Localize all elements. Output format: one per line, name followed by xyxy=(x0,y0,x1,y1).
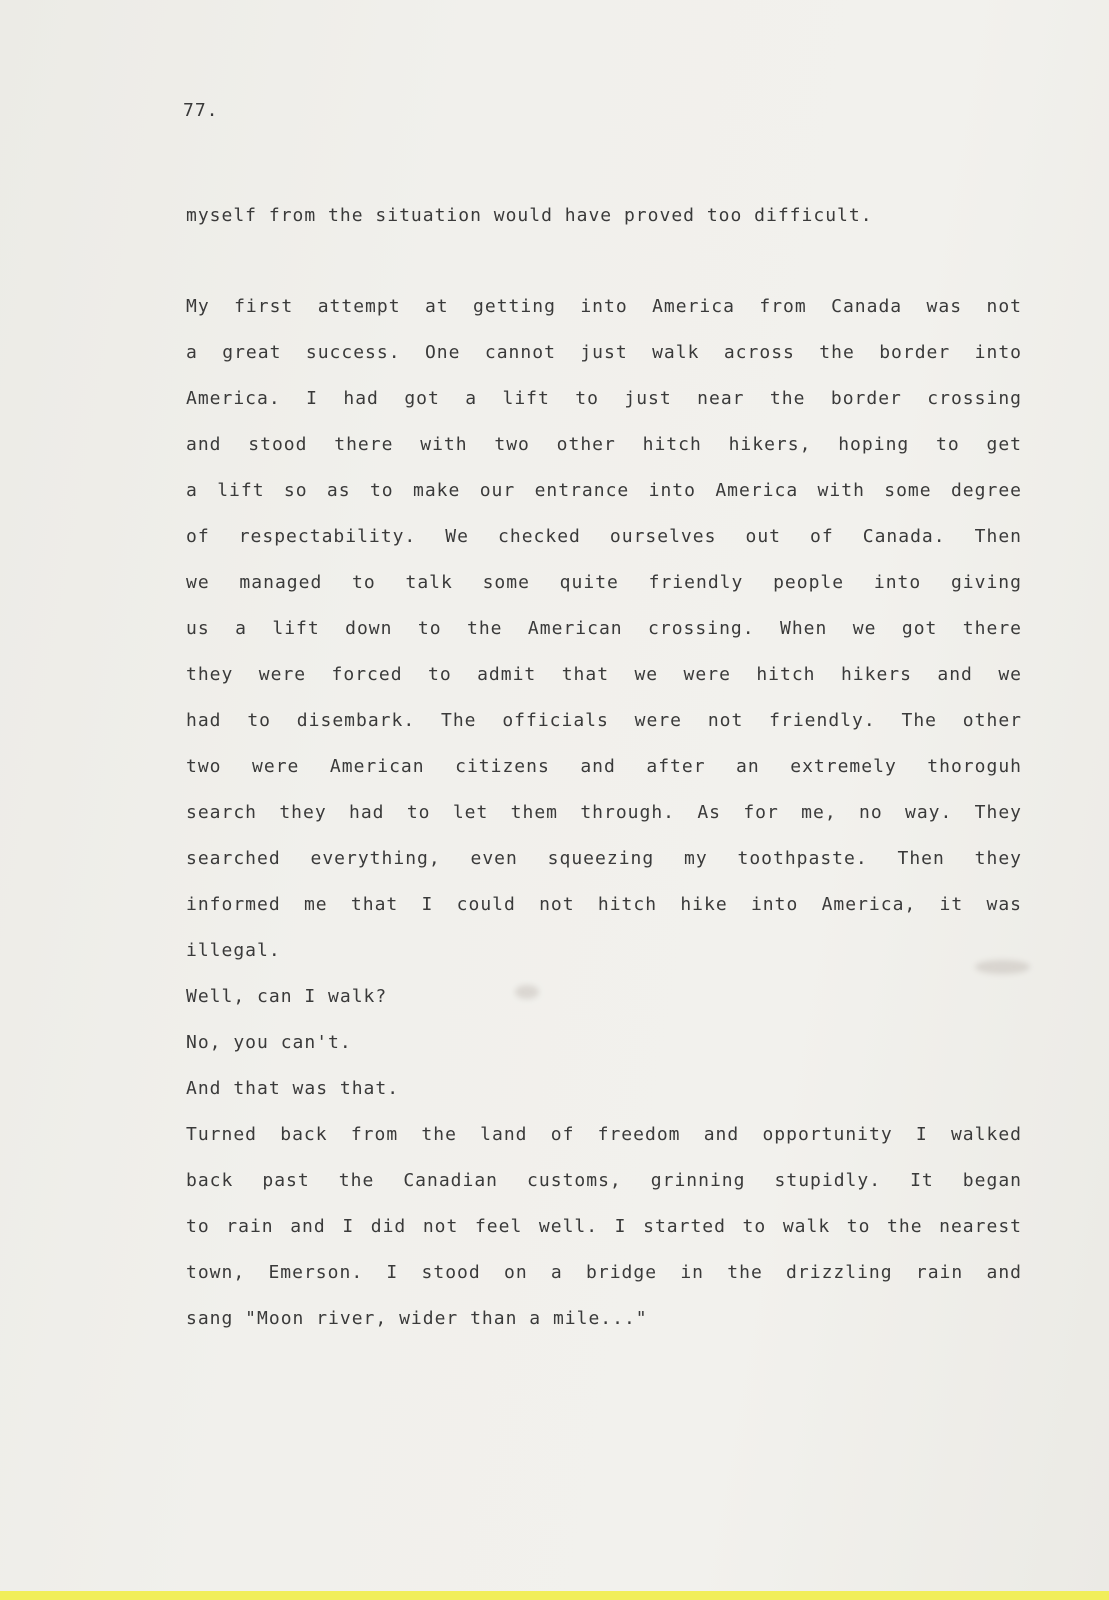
text-line: Well, can I walk? xyxy=(186,986,388,1007)
text-line: informed me that I could not hitch hike into America, it was xyxy=(186,894,1022,915)
text-line: search they had to let them through. As for me, no way. They xyxy=(186,802,1022,823)
text-line: a great success. One cannot just walk across the border into xyxy=(186,342,1022,363)
text-line: back past the Canadian customs, grinning stupidly. It began xyxy=(186,1170,1022,1191)
text-line: us a lift down to the American crossing. When we got there xyxy=(186,618,1022,639)
text-line: of respectability. We checked ourselves out of Canada. Then xyxy=(186,526,1022,547)
text-line: No, you can't. xyxy=(186,1032,352,1053)
text-line: they were forced to admit that we were hitch hikers and we xyxy=(186,664,1022,685)
yellow-edge-strip xyxy=(0,1591,1109,1600)
text-line: and stood there with two other hitch hikers, hoping to get xyxy=(186,434,1022,455)
text-line: America. I had got a lift to just near the border crossing xyxy=(186,388,1022,409)
text-line: illegal. xyxy=(186,940,281,961)
page-number: 77. xyxy=(183,100,219,121)
text-line: searched everything, even squeezing my toothpaste. Then they xyxy=(186,848,1022,869)
text-line: Turned back from the land of freedom and opportunity I walked xyxy=(186,1124,1022,1145)
text-line: to rain and I did not feel well. I started to walk to the nearest xyxy=(186,1216,1022,1237)
text-line: And that was that. xyxy=(186,1078,400,1099)
text-line: myself from the situation would have proved too difficult. xyxy=(186,205,873,226)
text-line: sang "Moon river, wider than a mile..." xyxy=(186,1308,648,1329)
text-line: had to disembark. The officials were not friendly. The other xyxy=(186,710,1022,731)
text-line: town, Emerson. I stood on a bridge in the drizzling rain and xyxy=(186,1262,1022,1283)
paper-smudge xyxy=(975,960,1030,974)
text-line: My first attempt at getting into America from Canada was not xyxy=(186,296,1022,317)
text-line: two were American citizens and after an extremely thoroguh xyxy=(186,756,1022,777)
paper-smudge xyxy=(515,985,539,999)
text-line: we managed to talk some quite friendly people into giving xyxy=(186,572,1022,593)
text-line: a lift so as to make our entrance into America with some degree xyxy=(186,480,1022,501)
